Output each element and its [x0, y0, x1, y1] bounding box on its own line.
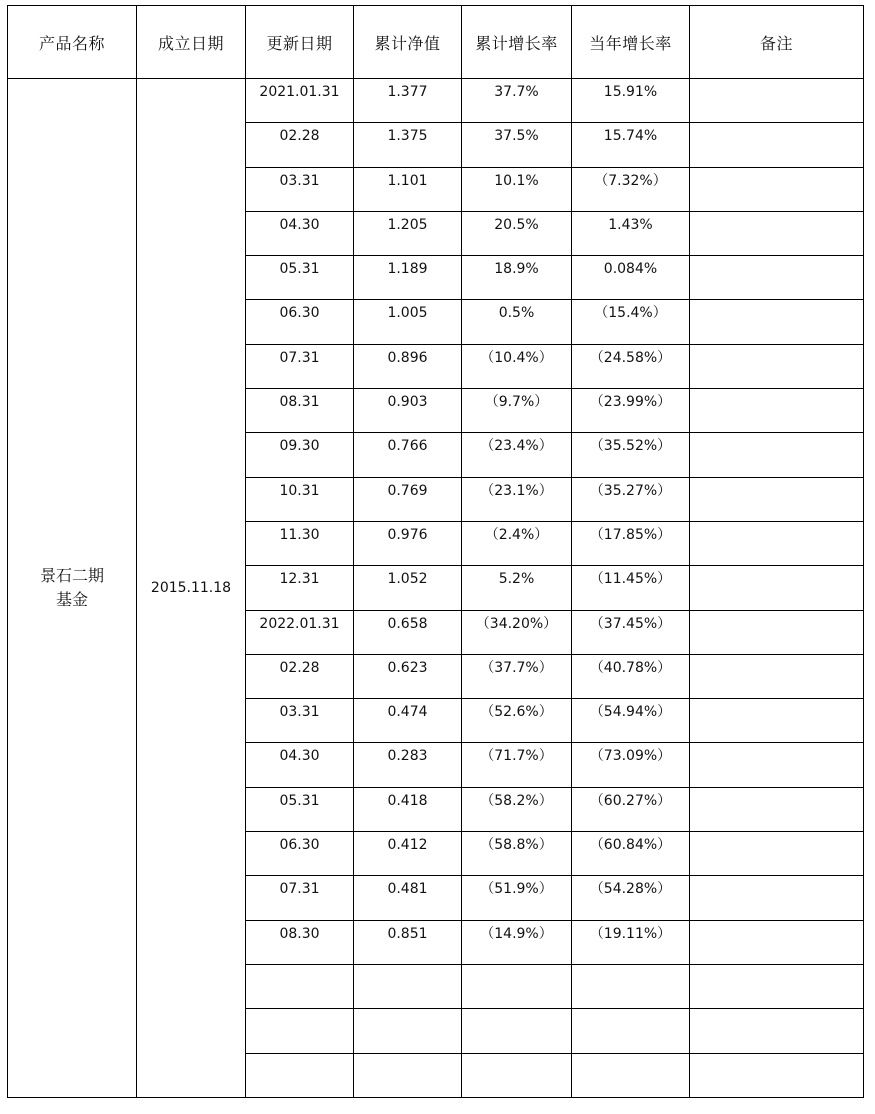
header-cumulative-growth: 累计增长率	[462, 6, 572, 79]
ytd-growth-cell: （7.32%）	[572, 167, 690, 211]
remarks-cell	[690, 610, 864, 654]
cumulative-growth-cell: （10.4%）	[462, 344, 572, 388]
ytd-growth-cell: （54.28%）	[572, 876, 690, 920]
product-name	[40, 564, 104, 612]
remarks-cell	[690, 79, 864, 123]
update-date-cell: 09.30	[246, 433, 354, 477]
update-date-cell: 04.30	[246, 743, 354, 787]
remarks-cell	[690, 964, 864, 1008]
cumulative-growth-cell: （58.2%）	[462, 787, 572, 831]
remarks-cell	[690, 787, 864, 831]
header-update-date: 更新日期	[246, 6, 354, 79]
ytd-growth-cell	[572, 1009, 690, 1053]
ytd-growth-cell	[572, 964, 690, 1008]
remarks-cell	[690, 832, 864, 876]
cumulative-growth-cell: （23.1%）	[462, 477, 572, 521]
cumulative-nav-cell: 0.896	[354, 344, 462, 388]
cumulative-nav-cell: 0.412	[354, 832, 462, 876]
cumulative-growth-cell: 5.2%	[462, 566, 572, 610]
remarks-cell	[690, 123, 864, 167]
remarks-cell	[690, 167, 864, 211]
cumulative-nav-cell: 0.769	[354, 477, 462, 521]
remarks-cell	[690, 1053, 864, 1097]
ytd-growth-cell: （23.99%）	[572, 389, 690, 433]
update-date-cell: 05.31	[246, 256, 354, 300]
cumulative-growth-cell: （58.8%）	[462, 832, 572, 876]
header-product-name: 产品名称	[8, 6, 137, 79]
ytd-growth-cell: 15.91%	[572, 79, 690, 123]
cumulative-growth-cell: 37.7%	[462, 79, 572, 123]
ytd-growth-cell: 15.74%	[572, 123, 690, 167]
ytd-growth-cell: （60.84%）	[572, 832, 690, 876]
ytd-growth-cell: （60.27%）	[572, 787, 690, 831]
update-date-cell: 08.31	[246, 389, 354, 433]
ytd-growth-cell: （17.85%）	[572, 521, 690, 565]
remarks-cell	[690, 300, 864, 344]
remarks-cell	[690, 521, 864, 565]
cumulative-nav-cell: 1.005	[354, 300, 462, 344]
product-name-cell	[8, 79, 137, 1098]
cumulative-growth-cell: （2.4%）	[462, 521, 572, 565]
cumulative-nav-cell: 1.375	[354, 123, 462, 167]
update-date-cell	[246, 964, 354, 1008]
remarks-cell	[690, 211, 864, 255]
ytd-growth-cell: （73.09%）	[572, 743, 690, 787]
remarks-cell	[690, 920, 864, 964]
remarks-cell	[690, 344, 864, 388]
cumulative-nav-cell: 0.976	[354, 521, 462, 565]
cumulative-nav-cell: 0.481	[354, 876, 462, 920]
ytd-growth-cell: 1.43%	[572, 211, 690, 255]
ytd-growth-cell: （11.45%）	[572, 566, 690, 610]
update-date-cell: 06.30	[246, 832, 354, 876]
product-name-line2: 基金	[55, 589, 88, 609]
ytd-growth-cell: 0.084%	[572, 256, 690, 300]
cumulative-growth-cell	[462, 1009, 572, 1053]
remarks-cell	[690, 256, 864, 300]
table-body	[8, 79, 864, 1098]
remarks-cell	[690, 743, 864, 787]
update-date-cell: 02.28	[246, 654, 354, 698]
cumulative-nav-cell: 1.377	[354, 79, 462, 123]
header-ytd-growth: 当年增长率	[572, 6, 690, 79]
cumulative-nav-cell: 1.101	[354, 167, 462, 211]
cumulative-nav-cell: 0.766	[354, 433, 462, 477]
cumulative-growth-cell: （71.7%）	[462, 743, 572, 787]
cumulative-nav-cell: 1.052	[354, 566, 462, 610]
update-date-cell: 02.28	[246, 123, 354, 167]
remarks-cell	[690, 876, 864, 920]
product-name-line1: 景石二期	[39, 565, 104, 585]
update-date-cell: 05.31	[246, 787, 354, 831]
ytd-growth-cell: （35.52%）	[572, 433, 690, 477]
remarks-cell	[690, 433, 864, 477]
header-row	[8, 6, 864, 79]
header-cumulative-nav: 累计净值	[354, 6, 462, 79]
ytd-growth-cell: （19.11%）	[572, 920, 690, 964]
ytd-growth-cell: （15.4%）	[572, 300, 690, 344]
cumulative-growth-cell: （37.7%）	[462, 654, 572, 698]
update-date-cell	[246, 1053, 354, 1097]
cumulative-growth-cell: （34.20%）	[462, 610, 572, 654]
established-date: 2015.11.18	[150, 579, 232, 596]
cumulative-nav-cell: 0.623	[354, 654, 462, 698]
update-date-cell: 08.30	[246, 920, 354, 964]
ytd-growth-cell: （40.78%）	[572, 654, 690, 698]
cumulative-nav-cell: 0.903	[354, 389, 462, 433]
cumulative-nav-cell: 1.205	[354, 211, 462, 255]
update-date-cell: 06.30	[246, 300, 354, 344]
ytd-growth-cell: （35.27%）	[572, 477, 690, 521]
cumulative-growth-cell	[462, 964, 572, 1008]
remarks-cell	[690, 566, 864, 610]
update-date-cell: 2021.01.31	[246, 79, 354, 123]
cumulative-growth-cell: 20.5%	[462, 211, 572, 255]
header-established-date: 成立日期	[137, 6, 246, 79]
remarks-cell	[690, 389, 864, 433]
ytd-growth-cell: （54.94%）	[572, 699, 690, 743]
cumulative-growth-cell: （23.4%）	[462, 433, 572, 477]
cumulative-nav-cell	[354, 1009, 462, 1053]
update-date-cell	[246, 1009, 354, 1053]
fund-nav-table	[7, 5, 864, 1098]
header-remarks: 备注	[690, 6, 864, 79]
update-date-cell: 11.30	[246, 521, 354, 565]
cumulative-nav-cell: 0.283	[354, 743, 462, 787]
cumulative-nav-cell: 1.189	[354, 256, 462, 300]
cumulative-nav-cell: 0.474	[354, 699, 462, 743]
cumulative-nav-cell: 0.418	[354, 787, 462, 831]
cumulative-growth-cell: （51.9%）	[462, 876, 572, 920]
cumulative-growth-cell: 10.1%	[462, 167, 572, 211]
update-date-cell: 10.31	[246, 477, 354, 521]
cumulative-nav-cell	[354, 1053, 462, 1097]
remarks-cell	[690, 477, 864, 521]
cumulative-growth-cell: 37.5%	[462, 123, 572, 167]
cumulative-growth-cell	[462, 1053, 572, 1097]
update-date-cell: 12.31	[246, 566, 354, 610]
update-date-cell: 07.31	[246, 344, 354, 388]
cumulative-growth-cell: （52.6%）	[462, 699, 572, 743]
cumulative-nav-cell: 0.658	[354, 610, 462, 654]
cumulative-growth-cell: （14.9%）	[462, 920, 572, 964]
cumulative-nav-cell	[354, 964, 462, 1008]
established-date-cell	[137, 79, 246, 1098]
remarks-cell	[690, 699, 864, 743]
update-date-cell: 03.31	[246, 167, 354, 211]
ytd-growth-cell	[572, 1053, 690, 1097]
update-date-cell: 03.31	[246, 699, 354, 743]
cumulative-nav-cell: 0.851	[354, 920, 462, 964]
remarks-cell	[690, 1009, 864, 1053]
remarks-cell	[690, 654, 864, 698]
update-date-cell: 2022.01.31	[246, 610, 354, 654]
update-date-cell: 04.30	[246, 211, 354, 255]
update-date-cell: 07.31	[246, 876, 354, 920]
cumulative-growth-cell: （9.7%）	[462, 389, 572, 433]
cumulative-growth-cell: 18.9%	[462, 256, 572, 300]
ytd-growth-cell: （24.58%）	[572, 344, 690, 388]
cumulative-growth-cell: 0.5%	[462, 300, 572, 344]
table-row	[8, 79, 864, 123]
ytd-growth-cell: （37.45%）	[572, 610, 690, 654]
